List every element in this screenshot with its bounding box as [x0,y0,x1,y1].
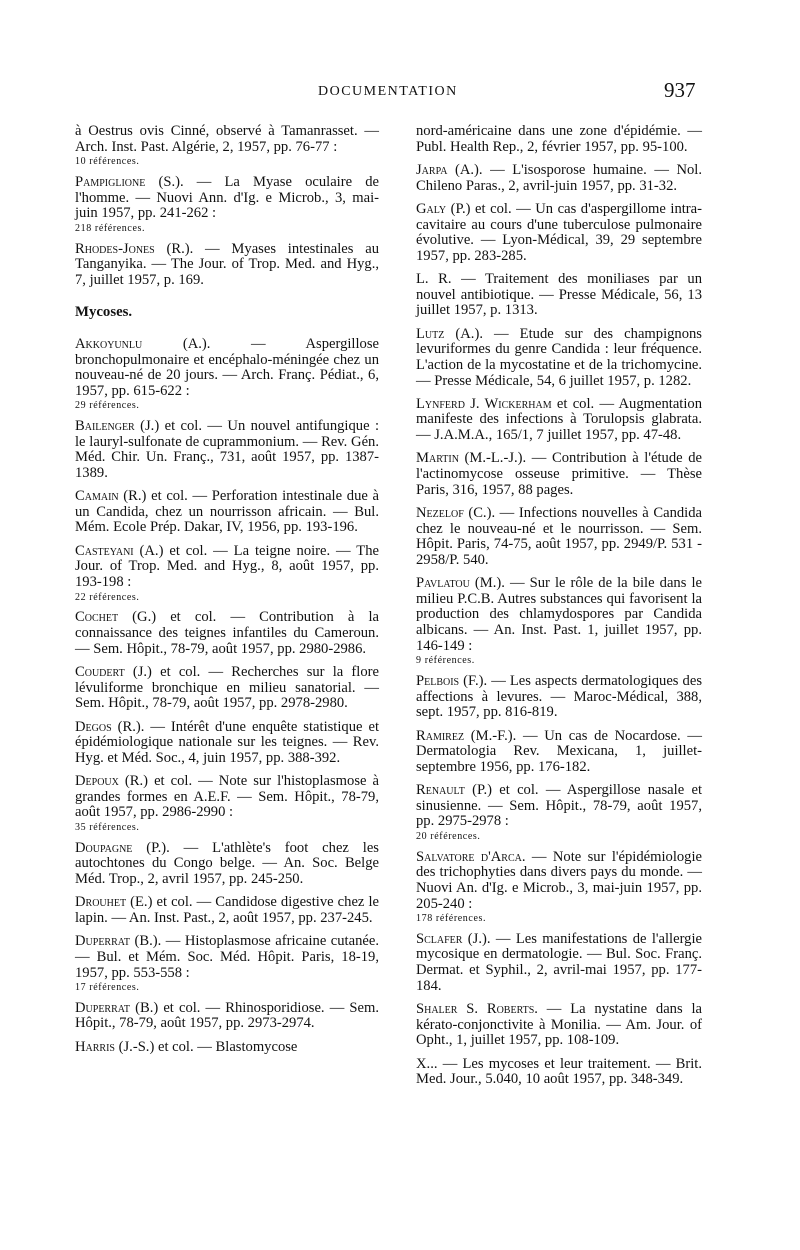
bibliography-entry [75,841,379,888]
entry-author: Duperrat (B.) [75,999,159,1016]
bibliography-entry [416,397,702,444]
entry-text: et col. — Candidose digestive chez le lapin. — An. Inst. Past., 2, août 1957, pp. 237-245. [75,894,379,926]
bibliography-entry [75,1040,379,1056]
entry-references-count: 35 références. [75,821,140,833]
entry-author: Akkoyunlu (A.). [75,335,211,352]
entry-author: Nezelof (C.). [416,505,496,522]
entry-text: — Intérêt d'une enquête statistique et épidémiologique nationale sur les teignes. — Rev. Hyg. et Méd. Soc., 4, juin 1957, pp. 388-392. [75,718,379,766]
entry-text: et col. — Contribution à la connaissance des teignes infantiles du Cameroun. — Sem. Hôpit., 78-79, août 1957, pp. 2980-2986. [75,609,379,657]
entry-author: Doupagne (P.). [75,839,170,856]
bibliography-entry [416,1002,702,1049]
entry-text: — Histoplasmose africaine cutanée. — Bul. et Mém. Soc. Méd. Hôpit. Paris, 18-19, 1957, pp. 553-558 : [75,933,379,981]
bibliography-entry [416,451,702,498]
bibliography-entry [416,272,702,319]
entry-author: L. R. [416,271,452,288]
bibliography-entry [75,124,379,167]
entry-text: — Aspergillose bronchopulmonaire et encéphalo-méningée chez un nouveau-né de 20 jours. — Arch. Franç. Pédiat., 6, 1957, pp. 615-622 : [75,335,379,399]
entry-text: et col. — Rhinosporidiose. — Sem. Hôpit., 78-79, août 1957, pp. 2973-2974. [75,999,379,1032]
entry-text: et col. — Note sur l'histoplasmose à grandes formes en A.E.F. — Sem. Hôpit., 78-79, août 1957, pp. 2986-2990 : [75,773,379,821]
entry-author: Degos (R.). [75,718,145,735]
entry-text: — Myases intestinales au Tanganyika. — The Jour. of Trop. Med. and Hyg., 7, juillet 1957, p. 169. [75,240,379,288]
entry-references-count: 22 références. [75,591,140,603]
entry-text: — Sur le rôle de la bile dans le milieu P.C.B. Autres substances qui favorisent la production des chlamydospores par Candida albicans. — An. Inst. Past. 1, juillet 1957, pp. 146-149 : [416,575,702,654]
entry-author: X... [416,1055,438,1072]
bibliography-entry [416,850,702,924]
entry-references-count: 10 références. [75,156,140,168]
entry-text: et col. — Blastomycose [154,1038,298,1055]
entry-author: Galy (P.) [416,200,471,217]
bibliography-entry [75,934,379,993]
page-header [0,78,800,108]
entry-author: Pampiglione (S.). [75,173,184,190]
entry-references-count: 20 références. [416,830,481,842]
right-column [416,124,702,1096]
entry-text: — Les manifestations de l'allergie mycosique en dermatologie. — Bul. Soc. Franç. Dermat. et Syphil., 2, avril-mai 1957, pp. 177-184. [416,930,702,994]
entry-author: Lynferd J. Wickerham [416,395,552,412]
bibliography-entry [75,544,379,603]
left-column [75,124,379,1063]
section-heading: Mycoses. [75,304,133,321]
entry-text: — La nystatine dans la kérato-conjonctivite à Monilia. — Am. Jour. of Opht., 1, juillet 1957, pp. 108-109. [416,1001,702,1049]
entry-author: Ramirez (M.-F.). [416,727,517,744]
bibliography-entry [416,202,702,264]
bibliography-entry [75,610,379,657]
entry-author: Casteyani (A.) [75,542,164,559]
entry-author: Depoux (R.) [75,773,149,790]
entry-author: Lutz (A.). [416,325,483,342]
entry-text: et col. — Un cas d'aspergillome intra-cavitaire au cours d'une tuberculose pulmonaire évolutive. — Lyon-Médical, 39, 29 septembre 1957, pp. 283-285. [416,200,702,264]
entry-author: Shaler S. Roberts. [416,1001,538,1018]
entry-text: et col. — Perforation intestinale due à un Candida, chez un nourrisson africain. — Bul. Mém. Ecole Prép. Dakar, IV, 1956, pp. 193-196. [75,488,380,536]
entry-author: Coudert (J.) [75,664,152,681]
bibliography-entry [416,124,702,155]
bibliography-entry [75,895,379,926]
entry-references-count: 9 références. [416,655,475,667]
running-title: DOCUMENTATION [318,84,458,99]
bibliography-entry [75,720,379,767]
bibliography-entry [416,729,702,776]
entry-text: nord-américaine dans une zone d'épidémie. — Publ. Health Rep., 2, février 1957, pp. 95-100. [416,123,702,155]
entry-text: — Infections nouvelles à Candida chez le nouveau-né et le nourrisson. — Sem. Hôpit. Paris, 74-75, août 1957, pp. 2949/P. 531 - 2958/P. 540. [416,505,702,568]
bibliography-entry [416,327,702,389]
entry-text: — L'isosporose humaine. — Nol. Chileno Paras., 2, avril-juin 1957, pp. 31-32. [416,161,703,194]
bibliography-entry [416,932,702,994]
bibliography-entry [75,419,379,481]
entry-author: Jarpa (A.). [416,161,483,178]
entry-text: — Contribution à l'étude de l'actinomycose osseuse primitive. — Thèse Paris, 316, 1957, 88 pages. [416,450,702,498]
entry-author: Pelbois (F.). [416,672,488,689]
entry-author: Cochet (G.) [75,609,157,626]
entry-text: et col. — Augmentation manifeste des infections à Torulopsis glabrata. — J.A.M.A., 165/1, 7 juillet 1957, pp. 47-48. [416,395,703,444]
entry-references-count: 17 références. [75,982,140,994]
bibliography-entry [75,489,379,536]
bibliography-entry [416,1057,702,1088]
entry-text: — Les mycoses et leur traitement. — Brit. Med. Jour., 5.040, 10 août 1957, pp. 348-349. [416,1055,702,1088]
entry-text: — L'athlète's foot chez les autochtones du Congo belge. — An. Soc. Belge Méd. Trop., 2, avril 1957, pp. 245-250. [75,839,379,887]
entry-author: Harris (J.-S.) [75,1038,155,1055]
entry-author: Drouhet (E.) [75,894,153,911]
entry-text: et col. — Un nouvel antifungique : le lauryl-sulfonate de cuprammonium. — Rev. Gén. Méd. Chir. Un. Franç., 731, août 1957, pp. 1387-1389. [75,418,380,481]
entry-author: Duperrat (B.). [75,933,162,950]
bibliography-entry [416,783,702,842]
entry-text: à Oestrus ovis Cinné, observé à Tamanrasset. — Arch. Inst. Past. Algérie, 2, 1957, pp. 76-77 : [75,123,379,155]
entry-author: Martin (M.-L.-J.). [416,450,527,467]
page-number: 937 [664,78,696,102]
bibliography-entry [75,242,379,289]
bibliography-entry [75,1001,379,1032]
bibliography-entry [416,576,702,666]
bibliography-entry [75,774,379,833]
entry-text: et col. — Aspergillose nasale et sinusienne. — Sem. Hôpit., 78-79, août 1957, pp. 2975-2978 : [416,782,702,830]
entry-author: Sclafer (J.). [416,930,491,947]
entry-author: Renault (P.) [416,782,492,799]
entry-references-count: 218 références. [75,222,146,234]
entry-text: — Un cas de Nocardose. — Dermatologia Rev. Mexicana, 1, juillet-septembre 1956, pp. 176-182. [416,727,702,775]
bibliography-entry [416,163,702,194]
entry-author: Bailenger (J.) [75,418,160,435]
entry-text: — Etude sur des champignons levuriformes du genre Candida : leur fréquence. L'action de la mycostatine et de la trichomycine. — Presse Médicale, 54, 6 juillet 1957, p. 1282. [416,325,702,389]
entry-text: — La Myase oculaire de l'homme. — Nuovi Ann. d'Ig. e Microb., 3, mai-juin 1957, pp. 241-262 : [75,173,379,222]
bibliography-entry [75,175,379,234]
entry-author: Camain (R.) [75,488,147,505]
entry-author: Rhodes-Jones (R.). [75,240,194,257]
entry-references-count: 178 références. [416,913,487,925]
entry-text: et col. — La teigne noire. — The Jour. of Trop. Med. and Hyg., 8, août 1957, pp. 193-198 : [75,542,379,591]
bibliography-entry [75,337,379,411]
entry-text: — Les aspects dermatologiques des affections à levures. — Maroc-Médical, 388, sept. 1957, pp. 816-819. [416,672,702,721]
bibliography-entry [75,665,379,712]
entry-references-count: 29 références. [75,400,140,412]
entry-author: Salvatore d'Arca. [416,848,526,865]
entry-text: — Note sur l'épidémiologie des trichophyties dans divers pays du monde. — Nuovi An. d'Ig. e Microb., 3, mai-juin 1957, pp. 205-240 : [416,848,702,912]
entry-text: et col. — Recherches sur la flore lévuliforme bronchique en milieu sanatorial. — Sem. Hôpit., 78-79, août 1957, pp. 2978-2980. [75,664,379,712]
entry-text: — Traitement des moniliases par un nouvel antibiotique. — Presse Médicale, 56, 13 juillet 1957, p. 1313. [416,271,702,319]
bibliography-entry [416,674,702,721]
bibliography-entry [416,506,702,568]
entry-author: Pavlatou (M.). [416,575,505,592]
